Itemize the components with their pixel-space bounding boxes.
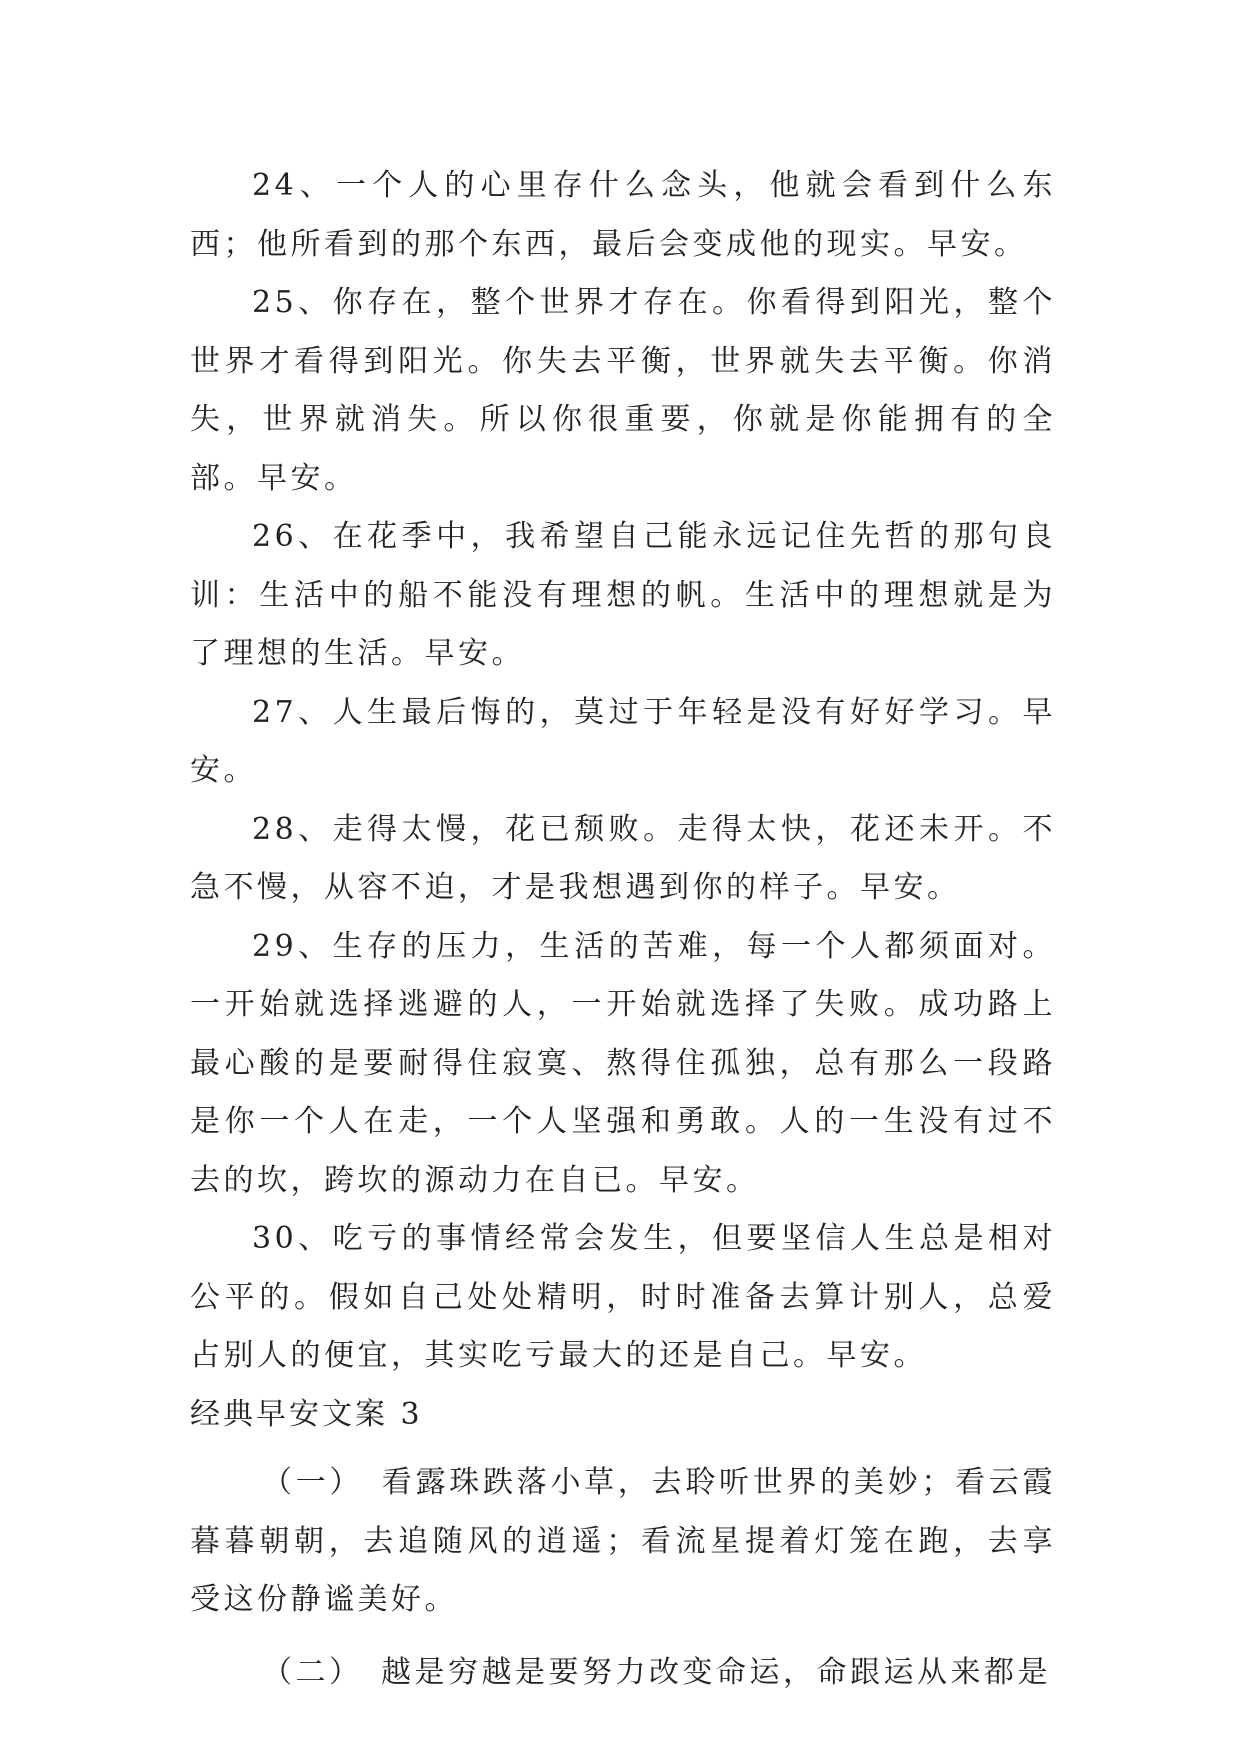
paragraph-24: 24、一个人的心里存什么念头，他就会看到什么东西；他所看到的那个东西，最后会变成他的现实。早安。 — [190, 168, 1056, 262]
sub-paragraph-2: （二） 越是穷越是要努力改变命运，命跟运从来都是 — [262, 1654, 1051, 1690]
paragraph-27: 27、人生最后悔的，莫过于年轻是没有好好学习。早安。 — [190, 694, 1056, 788]
sub-paragraph-1: （一） 看露珠跌落小草，去聆听世界的美妙；看云霞暮暮朝朝，去追随风的逍遥；看流星提着灯笼在跑，去享受这份静谧美好。 — [190, 1465, 1056, 1617]
paragraph-28: 28、走得太慢，花已颓败。走得太快，花还未开。不急不慢，从容不迫，才是我想遇到你的样子。早安。 — [190, 811, 1056, 905]
paragraph-26: 26、在花季中，我希望自己能永远记住先哲的那句良训：生活中的船不能没有理想的帆。生活中的理想就是为了理想的生活。早安。 — [190, 519, 1056, 671]
document-body — [190, 157, 1056, 1702]
paragraph-29: 29、生存的压力，生活的苦难，每一个人都须面对。一开始就选择逃避的人，一开始就选择了失败。成功路上最心酸的是要耐得住寂寞、熬得住孤独，总有那么一段路是你一个人在走，一个人坚强和勇敢。人的一生没有过不去的坎，跨坎的源动力在自已。早安。 — [190, 928, 1056, 1198]
section-heading: 经典早安文案 3 — [190, 1396, 423, 1432]
paragraph-25: 25、你存在，整个世界才存在。你看得到阳光，整个世界才看得到阳光。你失去平衡，世界就失去平衡。你消失，世界就消失。所以你很重要，你就是你能拥有的全部。早安。 — [190, 285, 1056, 496]
paragraph-30: 30、吃亏的事情经常会发生，但要坚信人生总是相对公平的。假如自己处处精明，时时准备去算计别人，总爱占别人的便宜，其实吃亏最大的还是自己。早安。 — [190, 1221, 1056, 1373]
